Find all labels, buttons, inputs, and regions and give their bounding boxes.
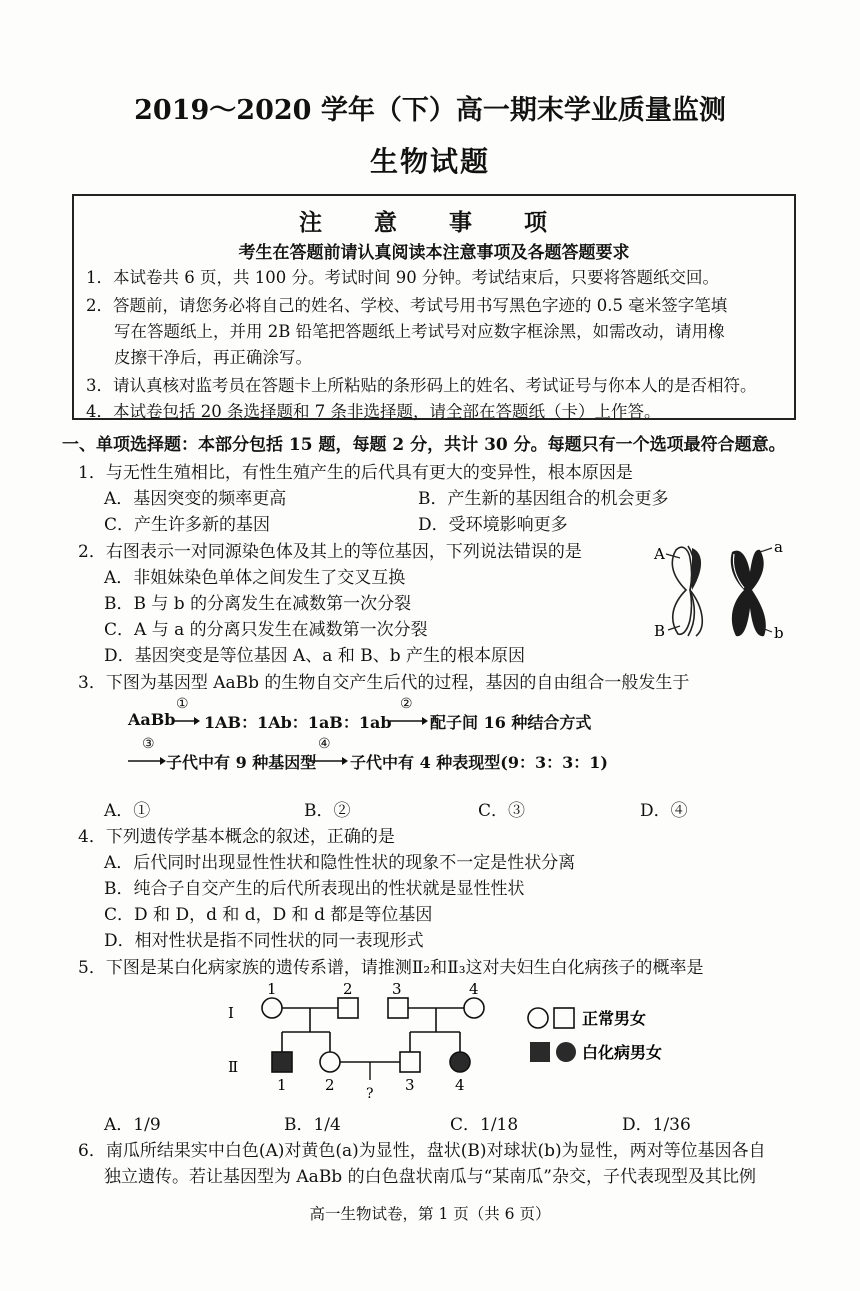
q3-option-b: B．② [304, 801, 351, 821]
flow-combinations: 配子间 16 种结合方式 [430, 713, 592, 732]
q1-option-c: C．产生许多新的基因 [104, 515, 271, 535]
arrow-3 [128, 756, 166, 766]
gen2-male-3 [400, 1052, 420, 1072]
q5-option-d: D．1/36 [622, 1115, 691, 1135]
page-footer: 高一生物试卷，第 1 页（共 6 页） [309, 1205, 551, 1223]
gen2-number: 4 [455, 1076, 465, 1094]
gene-label-A: A [654, 545, 665, 563]
q3-option-c: C．③ [478, 801, 526, 821]
step-1-label: ① [176, 696, 189, 712]
gen1-female-4 [464, 998, 484, 1018]
legend-normal-female-icon [528, 1008, 548, 1028]
notice-item: 4．本试卷包括 20 条选择题和 7 条非选择题，请全部在答题纸（卡）上作答。 [86, 402, 661, 421]
gen1-male-2 [338, 998, 358, 1018]
notice-item: 2．答题前，请您务必将自己的姓名、学校、考试号用书写黑色字迹的 0.5 毫米签字笔填 [86, 296, 728, 315]
q2-option-a: A．非姐妹染色单体之间发生了交叉互换 [104, 568, 406, 588]
q4-option-a: A．后代同时出现显性性状和隐性性状的现象不一定是性状分离 [104, 853, 576, 873]
notice-item: 写在答题纸上，并用 2B 铅笔把答题纸上考试号对应数字框涂黑，如需改动，请用橡 [114, 322, 725, 341]
q4-stem: 4．下列遗传学基本概念的叙述，正确的是 [78, 827, 395, 847]
chromatid-dark-tip [692, 548, 701, 590]
step-4-label: ④ [318, 736, 331, 752]
legend-albino-label: 白化病男女 [582, 1043, 663, 1062]
q3-stem: 3．下图为基因型 AaBb 的生物自交产生后代的过程，基因的自由组合一般发生于 [78, 673, 690, 693]
notice-box [72, 194, 796, 420]
q6-line-2: 独立遗传。若让基因型为 AaBb 的白色盘状南瓜与“某南瓜”杂交，子代表现型及其比例 [104, 1167, 756, 1187]
legend-normal-male-icon [554, 1008, 574, 1028]
gene-label-b: b [774, 624, 784, 642]
arrow-4 [308, 756, 348, 766]
exam-subtitle: 生物试题 [369, 145, 490, 178]
generation-label-1: Ⅰ [228, 1004, 234, 1022]
q5-option-c: C．1/18 [450, 1115, 519, 1135]
q1-stem: 1．与无性生殖相比，有性生殖产生的后代具有更大的变异性，根本原因是 [78, 463, 633, 483]
q1-option-d: D．受环境影响更多 [418, 515, 568, 535]
gen1-number: 2 [343, 980, 353, 998]
generation-label-2: Ⅱ [228, 1058, 239, 1076]
q6-line-1: 6．南瓜所结果实中白色(A)对黄色(a)为显性，盘状(B)对球状(b)为显性，两对等位基因各自 [78, 1141, 766, 1161]
q1-option-a: A．基因突变的频率更高 [104, 489, 287, 509]
gen1-number: 4 [469, 980, 479, 998]
gen1-number: 1 [267, 980, 277, 998]
chromosome-right [731, 550, 766, 636]
gen2-albino-female-4 [450, 1052, 470, 1072]
flow-phenotypes: 子代中有 4 种表现型(9：3：3：1) [350, 753, 608, 772]
pedigree-chart [220, 978, 700, 1102]
chromosome-figure [648, 538, 788, 644]
notice-subheading: 考生在答题前请认真阅读本注意事项及各题答题要求 [238, 243, 630, 263]
notice-heading: 注 意 事 项 [298, 209, 570, 236]
q3-option-d: D．④ [640, 801, 688, 821]
step-3-label: ③ [142, 736, 155, 752]
flow-gametes: 1AB：1Ab：1aB：1ab [204, 713, 392, 732]
flow-start: AaBb [128, 710, 176, 729]
q5-option-b: B．1/4 [284, 1115, 341, 1135]
notice-item: 皮擦干净后，再正确涂写。 [114, 348, 312, 367]
legend-albino-male-icon [530, 1042, 550, 1062]
q4-option-c: C．D 和 D，d 和 d，D 和 d 都是等位基因 [104, 905, 433, 925]
q4-option-b: B．纯合子自交产生的后代所表现出的性状就是显性性状 [104, 879, 525, 899]
step-2-label: ② [400, 696, 413, 712]
chromosome-left-outline [672, 547, 691, 634]
gen1-female-1 [262, 998, 282, 1018]
gen1-number: 3 [392, 980, 402, 998]
gen1-male-3 [388, 998, 408, 1018]
q5-stem: 5．下图是某白化病家族的遗传系谱，请推测Ⅱ₂和Ⅱ₃这对夫妇生白化病孩子的概率是 [78, 958, 704, 978]
q2-stem: 2．右图表示一对同源染色体及其上的等位基因，下列说法错误的是 [78, 542, 582, 562]
q4-option-d: D．相对性状是指不同性状的同一表现形式 [104, 931, 424, 951]
legend-normal-label: 正常男女 [582, 1009, 647, 1028]
exam-title: 2019～2020 学年（下）高一期末学业质量监测 [134, 95, 726, 126]
notice-item: 1．本试卷共 6 页，共 100 分。考试时间 90 分钟。考试结束后，只要将答题纸交回。 [86, 268, 719, 287]
arrow-2 [390, 716, 428, 726]
gen2-number: 2 [325, 1076, 335, 1094]
notice-item: 3．请认真核对监考员在答题卡上所粘贴的条形码上的姓名、考试证号与你本人的是否相符。 [86, 376, 757, 395]
gen2-number: 1 [277, 1076, 287, 1094]
arrow-1 [172, 716, 200, 726]
gene-label-a: a [774, 538, 783, 556]
q3-option-a: A．① [104, 801, 151, 821]
gen2-number: 3 [405, 1076, 415, 1094]
gen2-albino-male-1 [272, 1052, 292, 1072]
flow-genotypes: 子代中有 9 种基因型 [166, 753, 317, 772]
q2-option-c: C．A 与 a 的分离只发生在减数第一次分裂 [104, 620, 428, 640]
section-heading: 一、单项选择题：本部分包括 15 题，每题 2 分，共计 30 分。每题只有一个选项最符合题意。 [62, 435, 786, 455]
q5-option-a: A．1/9 [104, 1115, 161, 1135]
gene-label-B: B [654, 622, 666, 640]
q2-option-d: D．基因突变是等位基因 A、a 和 B、b 产生的根本原因 [104, 646, 526, 666]
legend-albino-female-icon [556, 1042, 576, 1062]
gen2-female-2 [320, 1052, 340, 1072]
q2-option-b: B．B 与 b 的分离发生在减数第一次分裂 [104, 594, 412, 614]
q3-flow-diagram [128, 696, 748, 782]
q1-option-b: B．产生新的基因组合的机会更多 [418, 489, 669, 509]
question-mark: ? [366, 1086, 374, 1102]
